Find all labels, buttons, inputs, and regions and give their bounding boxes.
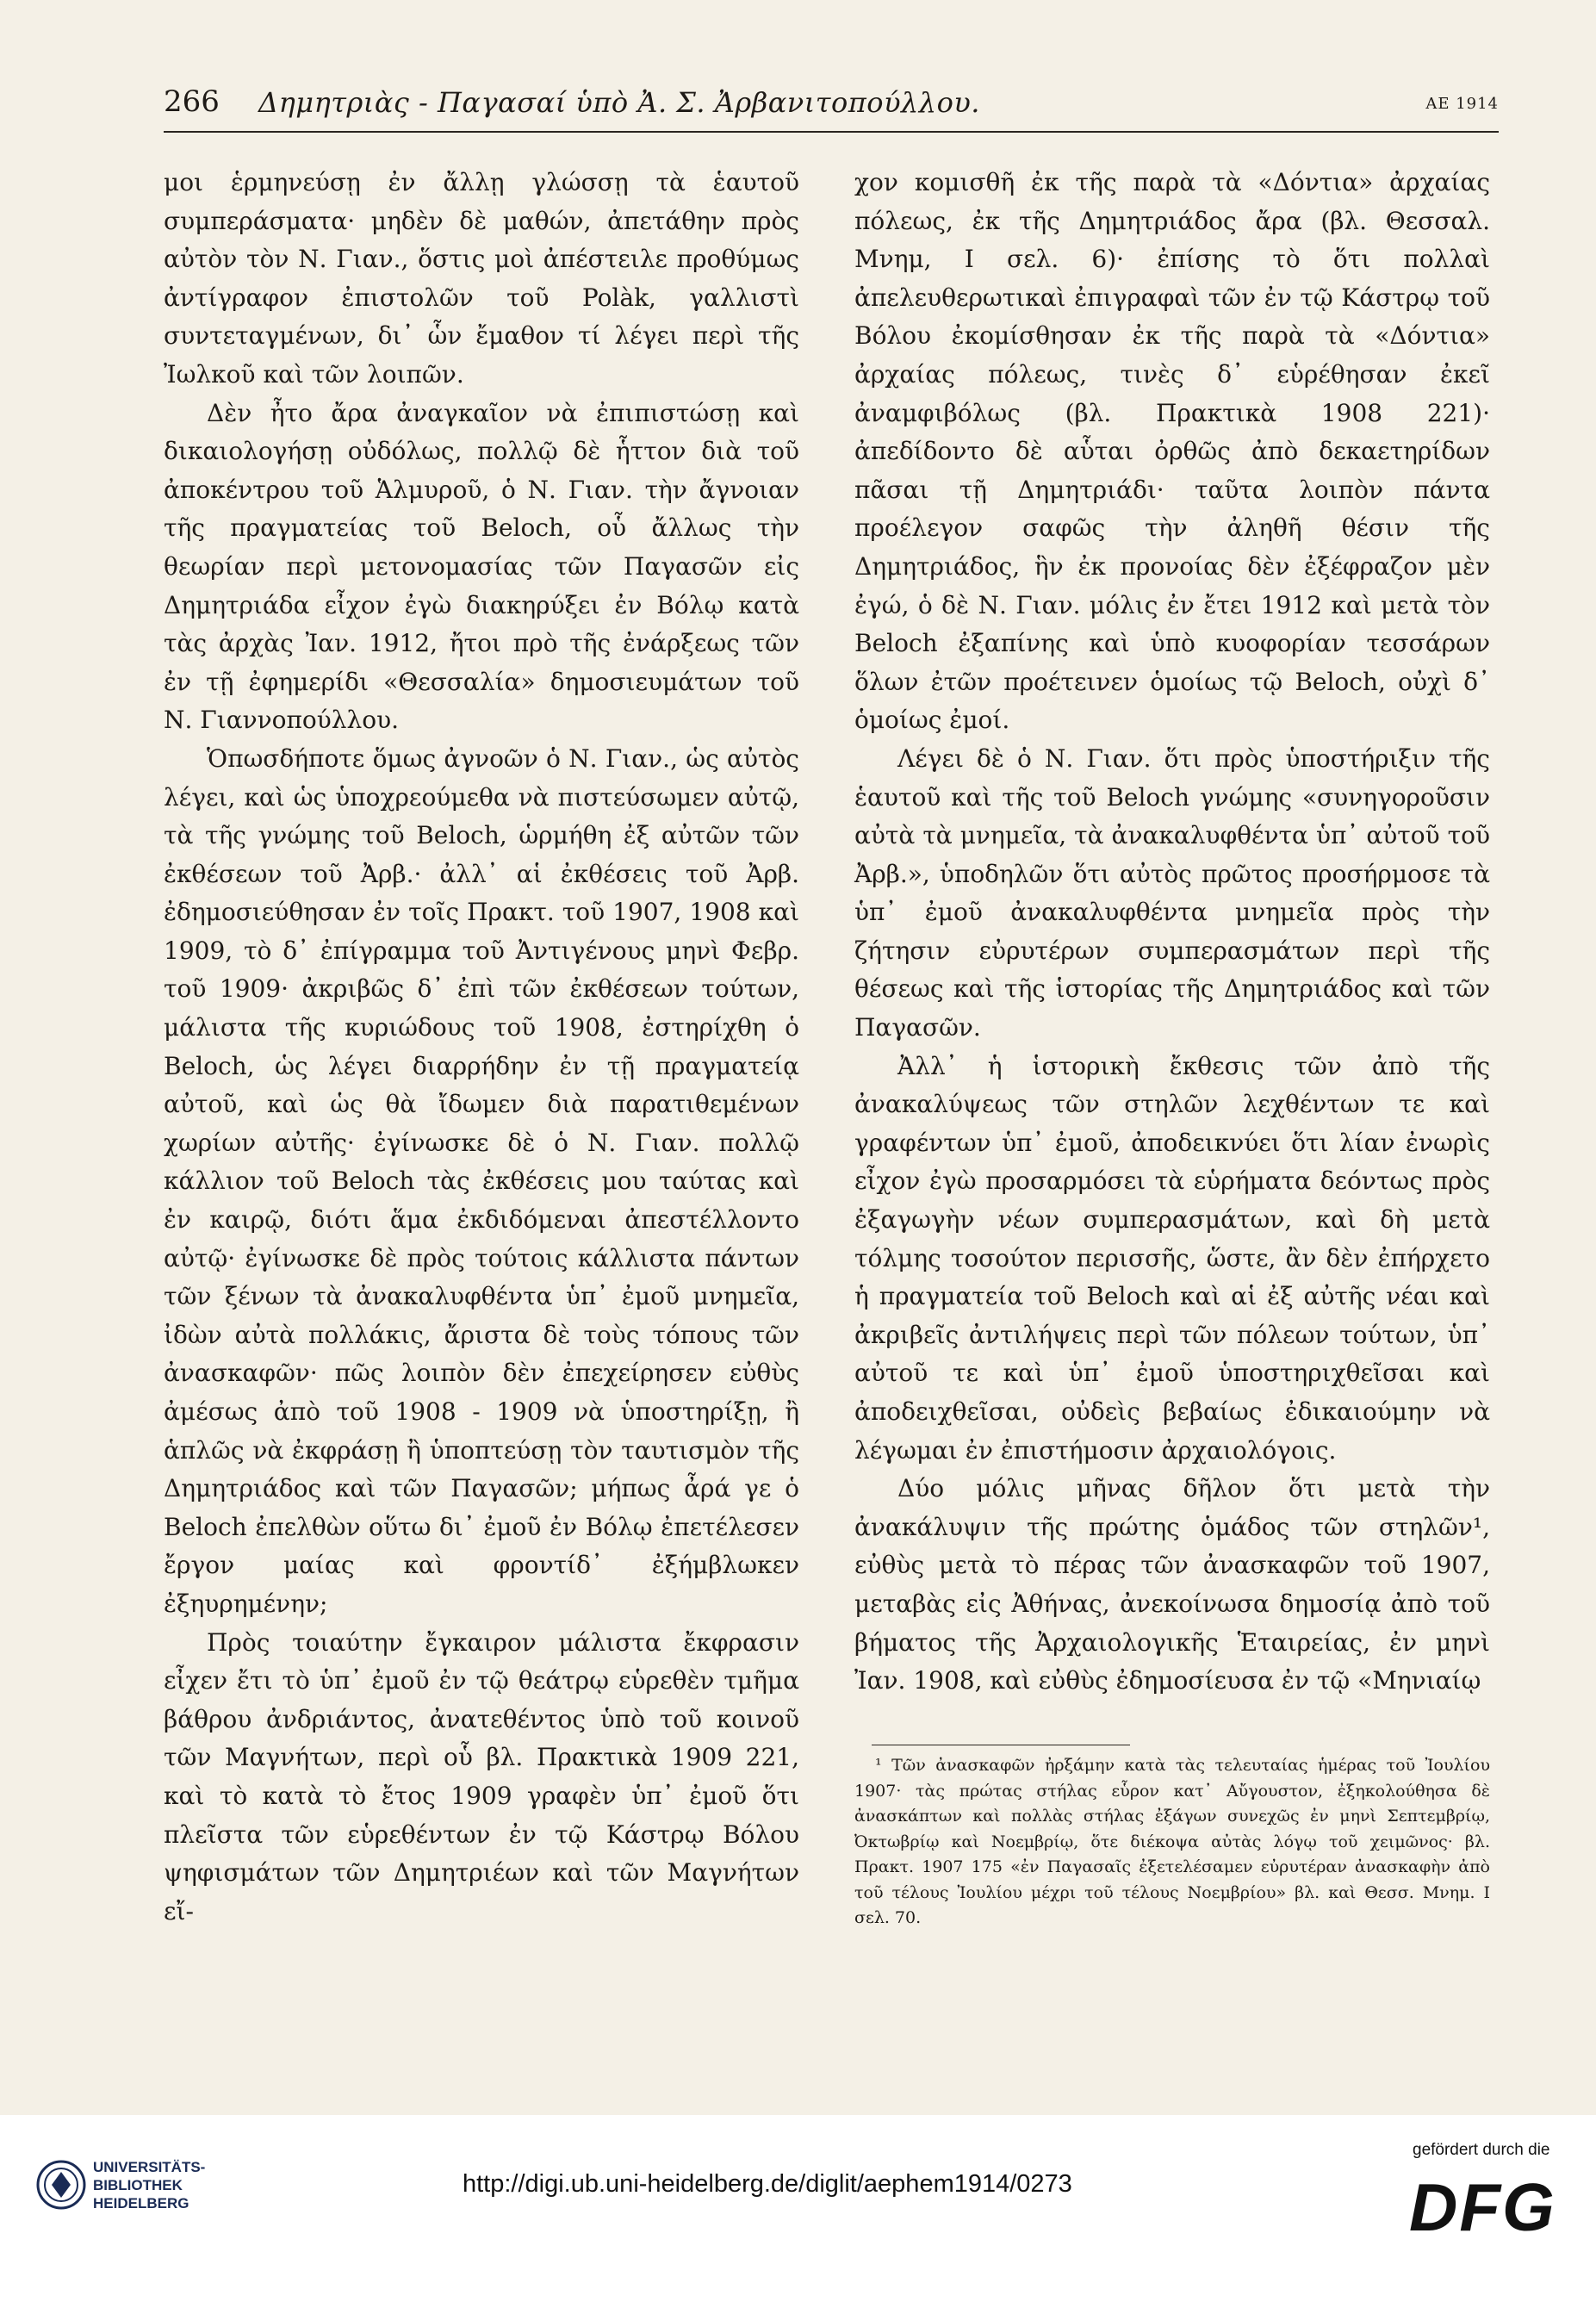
- right-column: [854, 164, 1490, 1701]
- digitization-footer: [0, 2115, 1596, 2308]
- journal-reference: ΑΕ 1914: [1425, 95, 1499, 113]
- source-url-link[interactable]: http://digi.ub.uni-heidelberg.de/diglit/aephem1914/0273: [463, 2170, 1072, 2198]
- library-name-line: HEIDELBERG: [93, 2195, 189, 2212]
- paragraph: Ἀλλ᾽ ἡ ἱστορικὴ ἔκθεσις τῶν ἀπὸ τῆς ἀνακαλύψεως τῶν στηλῶν λεχθέντων τε καὶ γραφέντων ὑπ᾽ ἐμοῦ, ἀποδεικνύει ὅτι λίαν ἐνωρὶς εἶχον ἐγὼ προσαρμόσει τὰ εὑρήματα δεόντως πρὸς ἐξαγωγὴν νέων συμπερασμάτων, καὶ δὴ μετὰ τόλμης τοσούτον περισσῆς, ὥστε, ἂν δὲν ἐπήρχετο ἡ πραγματεία τοῦ Beloch καὶ αἱ ἐξ αὐτῆς νέαι καὶ ἀκριβεῖς ἀντιλήψεις περὶ τῶν πόλεων τούτων, ὑπ᾽ αὐτοῦ τε καὶ ὑπ᾽ ἐμοῦ ὑποστηριχθεῖσαι καὶ ἀποδειχθεῖσαι, οὐδεὶς βεβαίως ἐδικαιούμην νὰ λέγωμαι ἐν ἐπιστήμοσιν ἀρχαιολόγοις.: [854, 1051, 1490, 1465]
- library-name-line: UNIVERSITÄTS-: [93, 2159, 206, 2175]
- paragraph: μοι ἑρμηνεύσῃ ἐν ἄλλῃ γλώσσῃ τὰ ἑαυτοῦ συμπεράσματα· μηδὲν δὲ μαθών, ἀπετάθην πρὸς αὐτὸν τὸν Ν. Γιαν., ὅστις μοὶ ἀπέστειλε προθύμως ἀντίγραφον ἐπιστολῶν τοῦ Polàk, γαλλιστὶ συντεταγμένων, δι᾽ ὧν ἔμαθον τί λέγει περὶ τῆς Ἰωλκοῦ καὶ τῶν λοιπῶν.: [164, 168, 799, 389]
- paragraph: Λέγει δὲ ὁ Ν. Γιαν. ὅτι πρὸς ὑποστήριξιν τῆς ἑαυτοῦ καὶ τῆς τοῦ Beloch γνώμης «συνηγοροῦσιν αὐτὰ τὰ μνημεῖα, τὰ ἀνακαλυφθέντα ὑπ᾽ αὐτοῦ τοῦ Ἀρβ.», ὑποδηλῶν ὅτι αὐτὸς πρῶτος προσήρμοσε τὰ ὑπ᾽ ἐμοῦ ἀνακαλυφθέντα μνημεῖα πρὸς τὴν ζήτησιν εὐρυτέρων συμπερασμάτων περὶ τῆς θέσεως καὶ τῆς ἱστορίας τῆς Δημητριάδος καὶ τῶν Παγασῶν.: [854, 743, 1490, 1042]
- library-name-line: BIBLIOTHEK: [93, 2177, 183, 2193]
- paragraph: χον κομισθῆ ἐκ τῆς παρὰ τὰ «Δόντια» ἀρχαίας πόλεως, ἐκ τῆς Δημητριάδος ἄρα (βλ. Θεσσαλ. Μνημ, I σελ. 6)· ἐπίσης τὸ ὅτι πολλαὶ ἀπελευθερωτικαὶ ἐπιγραφαὶ τῶν ἐν τῷ Κάστρῳ τοῦ Βόλου ἐκομίσθησαν ἐκ τῆς παρὰ τὰ «Δόντια» ἀρχαίας πόλεως, τινὲς δ᾽ εὑρέθησαν ἐκεῖ ἀναμφιβόλως (βλ. Πρακτικὰ 1908 221)· ἀπεδίδοντο δὲ αὗται ὀρθῶς ἀπὸ δεκαετηρίδων πᾶσαι τῇ Δημητριάδι· ταῦτα λοιπὸν πάντα προέλεγον σαφῶς τὴν ἀληθῆ θέσιν τῆς Δημητριάδος, ἣν ἐκ προνοίας δὲν ἐξέφραζον μὲν ἐγώ, ὁ δὲ Ν. Γιαν. μόλις ἐν ἔτει 1912 καὶ μετὰ τὸν Beloch ἐξαπίνης καὶ ὑπὸ κυοφορίαν τεσσάρων ὅλων ἐτῶν προέτεινεν ὁμοίως τῷ Beloch, οὐχὶ δ᾽ ὁμοίως ἐμοί.: [854, 168, 1490, 735]
- footnote: ¹ Τῶν ἀνασκαφῶν ἠρξάμην κατὰ τὰς τελευταίας ἡμέρας τοῦ Ἰουλίου 1907· τὰς πρώτας στήλας εὗρον κατ᾽ Αὔγουστον, ἐξηκολούθησα δὲ ἀνασκάπτων καὶ πολλὰς στήλας ἐξάγων συνεχῶς ἐν μηνὶ Σεπτεμβρίῳ, Ὀκτωβρίῳ καὶ Νοεμβρίῳ, ὅτε διέκοψα αὐτὰς λόγῳ τοῦ χειμῶνος· βλ. Πρακτ. 1907 175 «ἐν Παγασαῖς ἐξετελέσαμεν εὐρυτέραν ἀνασκαφὴν ἀπὸ τοῦ τέλους Ἰουλίου μέχρι τοῦ τέλους Νοεμβρίου» βλ. καὶ Θεσσ. Μνημ. I σελ. 70.: [854, 1756, 1490, 1927]
- page-header: [164, 84, 1499, 136]
- left-column: [164, 164, 799, 1931]
- funded-by-label: gefördert durch die: [1413, 2141, 1550, 2159]
- university-seal-icon: [36, 2160, 86, 2210]
- dfg-logo: DFG: [1409, 2169, 1556, 2245]
- library-name: [93, 2158, 205, 2212]
- header-rule: [164, 131, 1499, 133]
- page-number: 266: [164, 84, 220, 119]
- paragraph: Δύο μόλις μῆνας δῆλον ὅτι μετὰ τὴν ἀνακάλυψιν τῆς πρώτης ὁμάδος τῶν στηλῶν¹, εὐθὺς μετὰ τὸ πέρας τῶν ἀνασκαφῶν τοῦ 1907, μεταβὰς εἰς Ἀθήνας, ἀνεκοίνωσα δημοσίᾳ ἀπὸ τοῦ βήματος τῆς Ἀρχαιολογικῆς Ἑταιρείας, ἐν μηνὶ Ἰαν. 1908, καὶ εὐθὺς ἐδημοσίευσα ἐν τῷ «Μηνιαίῳ: [854, 1474, 1490, 1695]
- paragraph: Δὲν ἦτο ἄρα ἀναγκαῖον νὰ ἐπιπιστώσῃ καὶ δικαιολογήσῃ οὐδόλως, πολλῷ δὲ ἧττον διὰ τοῦ ἀποκέντρου τοῦ Ἁλμυροῦ, ὁ Ν. Γιαν. τὴν ἄγνοιαν τῆς πραγματείας τοῦ Beloch, οὗ ἄλλως τὴν θεωρίαν περὶ μετονομασίας τῶν Παγασῶν εἰς Δημητριάδα εἶχον ἐγὼ διακηρύξει ἐν Βόλῳ κατὰ τὰς ἀρχὰς Ἰαν. 1912, ἤτοι πρὸ τῆς ἐνάρξεως τῶν ἐν τῇ ἐφημερίδι «Θεσσαλία» δημοσιευμάτων τοῦ Ν. Γιαννοπούλλου.: [164, 398, 799, 735]
- paragraph: Ὁπωσδήποτε ὅμως ἀγνοῶν ὁ Ν. Γιαν., ὡς αὐτὸς λέγει, καὶ ὡς ὑποχρεούμεθα νὰ πιστεύσωμεν αὐτῷ, τὰ τῆς γνώμης τοῦ Beloch, ὡρμήθη ἐξ αὐτῶν τῶν ἐκθέσεων τοῦ Ἀρβ.· ἀλλ᾽ αἱ ἐκθέσεις τοῦ Ἀρβ. ἐδημοσιεύθησαν ἐν τοῖς Πρακτ. τοῦ 1907, 1908 καὶ 1909, τὸ δ᾽ ἐπίγραμμα τοῦ Ἀντιγένους μηνὶ Φεβρ. τοῦ 1909· ἀκριβῶς δ᾽ ἐπὶ τῶν ἐκθέσεων τούτων, μάλιστα τῆς κυριώδους τοῦ 1908, ἐστηρίχθη ὁ Beloch, ὡς λέγει διαρρήδην ἐν τῇ πραγματείᾳ αὐτοῦ, καὶ ὡς θὰ ἴδωμεν διὰ παρατιθεμένων χωρίων αὐτῆς· ἐγίνωσκε δὲ ὁ Ν. Γιαν. πολλῷ κάλλιον τοῦ Beloch τὰς ἐκθέσεις μου ταύτας καὶ ἐν καιρῷ, διότι ἅμα ἐκδιδόμεναι ἀπεστέλλοντο αὐτῷ· ἐγίνωσκε δὲ πρὸς τούτοις κάλλιστα πάντων τῶν ξένων τὰ ἀνακαλυφθέντα ὑπ᾽ ἐμοῦ μνημεῖα, ἰδὼν αὐτὰ πολλάκις, ἄριστα δὲ τοὺς τόπους τῶν ἀνασκαφῶν· πῶς λοιπὸν δὲν ἐπεχείρησεν εὐθὺς ἀμέσως ἀπὸ τοῦ 1908 - 1909 νὰ ὑποστηρίξῃ, ἢ ἁπλῶς νὰ ἐκφράσῃ ἢ ὑποπτεύσῃ τὸν ταυτισμὸν τῆς Δημητριάδος καὶ τῶν Παγασῶν; μήπως ἆρά γε ὁ Beloch ἐπελθὼν οὕτω δι᾽ ἐμοῦ ἐν Βόλῳ ἐπετέλεσεν ἔργον μαίας καὶ φροντίδ᾽ ἐξήμβλωκεν ἐξηυρημένην;: [164, 743, 799, 1618]
- running-title: Δημητριὰς - Παγασαί ὑπὸ Ἀ. Σ. Ἀρβανιτοπούλλου.: [258, 86, 980, 119]
- paragraph: Πρὸς τοιαύτην ἔγκαιρον μάλιστα ἔκφρασιν εἶχεν ἔτι τὸ ὑπ᾽ ἐμοῦ ἐν τῷ θεάτρῳ εὑρεθὲν τμῆμα βάθρου ἀνδριάντος, ἀνατεθέντος ὑπὸ τοῦ κοινοῦ τῶν Μαγνήτων, περὶ οὗ βλ. Πρακτικὰ 1909 221, καὶ τὸ κατὰ τὸ ἔτος 1909 γραφὲν ὑπ᾽ ἐμοῦ ὅτι πλεῖστα τῶν εὑρεθέντων ἐν τῷ Κάστρῳ Βόλου ψηφισμάτων τῶν Δημητριέων καὶ τῶν Μαγνήτων εἴ-: [164, 1627, 799, 1925]
